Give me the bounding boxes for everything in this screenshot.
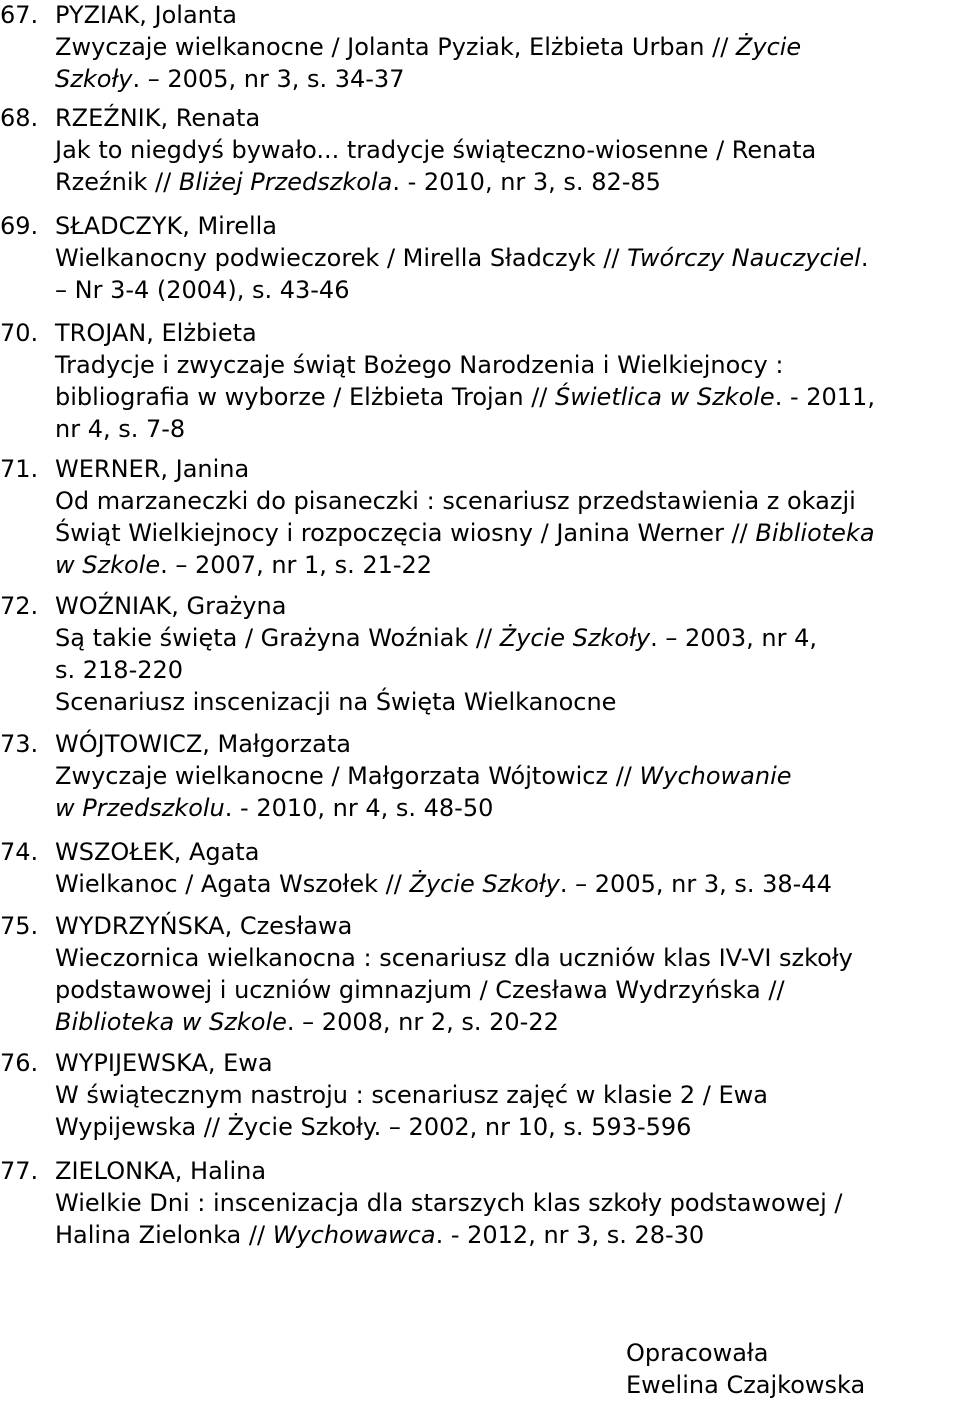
entry-text: Jak to niegdyś bywało... tradycje świąteczno-wiosenne / Renata: [55, 136, 817, 164]
entry-author: WOŹNIAK, Grażyna: [55, 592, 287, 620]
signature-name: Ewelina Czajkowska: [626, 1371, 866, 1399]
entry-number: 73.: [0, 730, 39, 758]
entry-line: [55, 550, 432, 580]
entry-line: [55, 243, 868, 273]
entry-line: [55, 350, 783, 380]
entry-title-italic: w Szkole: [55, 551, 161, 579]
entry-heading: [0, 103, 260, 133]
entry-title-italic: Wychowanie: [639, 762, 792, 790]
entry-heading: [0, 1156, 266, 1186]
entry-text: nr 4, s. 7-8: [55, 415, 186, 443]
entry-heading: [0, 1048, 273, 1078]
entry-text: . – 2003, nr 4,: [650, 624, 817, 652]
entry-author: SŁADCZYK, Mirella: [55, 212, 277, 240]
entry-author: ZIELONKA, Halina: [55, 1157, 267, 1185]
entry-line: [55, 64, 404, 94]
entry-title-italic: Wychowawca: [272, 1221, 436, 1249]
entry-text: Od marzaneczki do pisaneczki : scenariusz przedstawienia z okazji: [55, 487, 856, 515]
entry-number: 75.: [0, 912, 39, 940]
entry-line: [55, 414, 185, 444]
entry-text: W świątecznym nastroju : scenariusz zajęć w klasie 2 / Ewa: [55, 1081, 768, 1109]
entry-line: [55, 382, 875, 412]
entry-text: Wielkanoc / Agata Wszołek //: [55, 870, 410, 898]
entry-text: podstawowej i uczniów gimnazjum / Czesława Wydrzyńska //: [55, 976, 785, 1004]
entry-text: Są takie święta / Grażyna Woźniak //: [55, 624, 500, 652]
entry-line: [55, 1007, 559, 1037]
entry-heading: [0, 0, 237, 30]
entry-heading: [0, 318, 257, 348]
entry-number: 76.: [0, 1049, 39, 1077]
entry-line: [55, 1112, 691, 1142]
entry-title-italic: Biblioteka w Szkole: [55, 1008, 287, 1036]
entry-text: Tradycje i zwyczaje świąt Bożego Narodzenia i Wielkiejnocy :: [55, 351, 784, 379]
entry-heading: [0, 591, 286, 621]
entry-line: [55, 793, 493, 823]
entry-number: 72.: [0, 592, 39, 620]
entry-number: 69.: [0, 212, 39, 240]
entry-text: – Nr 3-4 (2004), s. 43-46: [55, 276, 350, 304]
entry-text: bibliografia w wyborze / Elżbieta Trojan //: [55, 383, 556, 411]
entry-author: PYZIAK, Jolanta: [55, 1, 238, 29]
entry-text: Halina Zielonka //: [55, 1221, 273, 1249]
entry-text: . – 2005, nr 3, s. 38-44: [559, 870, 832, 898]
entry-number: 67.: [0, 1, 39, 29]
entry-author: WSZOŁEK, Agata: [55, 838, 260, 866]
entry-text: . - 2011,: [774, 383, 875, 411]
entry-line: [55, 518, 875, 548]
entry-line: [55, 869, 832, 899]
entry-text: . - 2010, nr 3, s. 82-85: [392, 168, 661, 196]
signature-label: Opracowała: [626, 1339, 769, 1367]
entry-text: Wielkanocny podwieczorek / Mirella Sładczyk //: [55, 244, 628, 272]
entry-line: [55, 687, 616, 717]
entry-text: Rzeźnik //: [55, 168, 179, 196]
entry-title-italic: Życie: [735, 33, 802, 61]
entry-text: Scenariusz inscenizacji na Święta Wielkanocne: [55, 688, 617, 716]
entry-text: Wypijewska // Życie Szkoły. – 2002, nr 10, s. 593-596: [55, 1113, 692, 1141]
entry-text: s. 218-220: [55, 656, 184, 684]
entry-author: WERNER, Janina: [55, 455, 250, 483]
entry-author: WYDRZYŃSKA, Czesława: [55, 912, 353, 940]
entry-author: WYPIJEWSKA, Ewa: [55, 1049, 273, 1077]
entry-number: 71.: [0, 455, 39, 483]
entry-text: Wielkie Dni : inscenizacja dla starszych klas szkoły podstawowej /: [55, 1189, 843, 1217]
entry-heading: [0, 729, 351, 759]
entry-text: Wieczornica wielkanocna : scenariusz dla uczniów klas IV-VI szkoły: [55, 944, 853, 972]
entry-line: [55, 486, 856, 516]
entry-title-italic: Świetlica w Szkole: [555, 383, 775, 411]
entry-text: . – 2005, nr 3, s. 34-37: [132, 65, 405, 93]
entry-heading: [0, 211, 277, 241]
entry-number: 74.: [0, 838, 39, 866]
entry-text: . - 2012, nr 3, s. 28-30: [435, 1221, 705, 1249]
entry-line: [55, 1188, 843, 1218]
entry-line: [55, 167, 661, 197]
entry-line: [55, 275, 349, 305]
entry-title-italic: Szkoły: [55, 65, 133, 93]
entry-line: [55, 1080, 768, 1110]
entry-heading: [0, 837, 259, 867]
entry-line: [55, 943, 853, 973]
entry-text: Świąt Wielkiejnocy i rozpoczęcia wiosny / Janina Werner //: [55, 519, 756, 547]
entry-author: WÓJTOWICZ, Małgorzata: [55, 730, 351, 758]
entry-author: RZEŹNIK, Renata: [55, 104, 261, 132]
entry-title-italic: Biblioteka: [755, 519, 875, 547]
entry-title-italic: Twórczy Nauczyciel: [627, 244, 861, 272]
entry-number: 77.: [0, 1157, 39, 1185]
entry-text: .: [860, 244, 869, 272]
entry-text: . - 2010, nr 4, s. 48-50: [224, 794, 494, 822]
entry-line: [55, 655, 183, 685]
entry-heading: [0, 454, 249, 484]
entry-line: [55, 1220, 704, 1250]
entry-line: [55, 761, 792, 791]
entry-heading: [0, 911, 352, 941]
entry-line: [55, 32, 801, 62]
entry-title-italic: Bliżej Przedszkola: [178, 168, 393, 196]
entry-title-italic: w Przedszkolu: [55, 794, 225, 822]
entry-number: 70.: [0, 319, 39, 347]
entry-title-italic: Życie Szkoły: [409, 870, 560, 898]
entry-number: 68.: [0, 104, 39, 132]
entry-line: [55, 135, 816, 165]
entry-text: Zwyczaje wielkanocne / Małgorzata Wójtowicz //: [55, 762, 640, 790]
entry-text: Zwyczaje wielkanocne / Jolanta Pyziak, Elżbieta Urban //: [55, 33, 736, 61]
entry-line: [55, 975, 785, 1005]
entry-author: TROJAN, Elżbieta: [55, 319, 257, 347]
entry-text: . – 2008, nr 2, s. 20-22: [286, 1008, 559, 1036]
entry-text: . – 2007, nr 1, s. 21-22: [160, 551, 433, 579]
entry-line: [55, 623, 817, 653]
entry-title-italic: Życie Szkoły: [499, 624, 651, 652]
